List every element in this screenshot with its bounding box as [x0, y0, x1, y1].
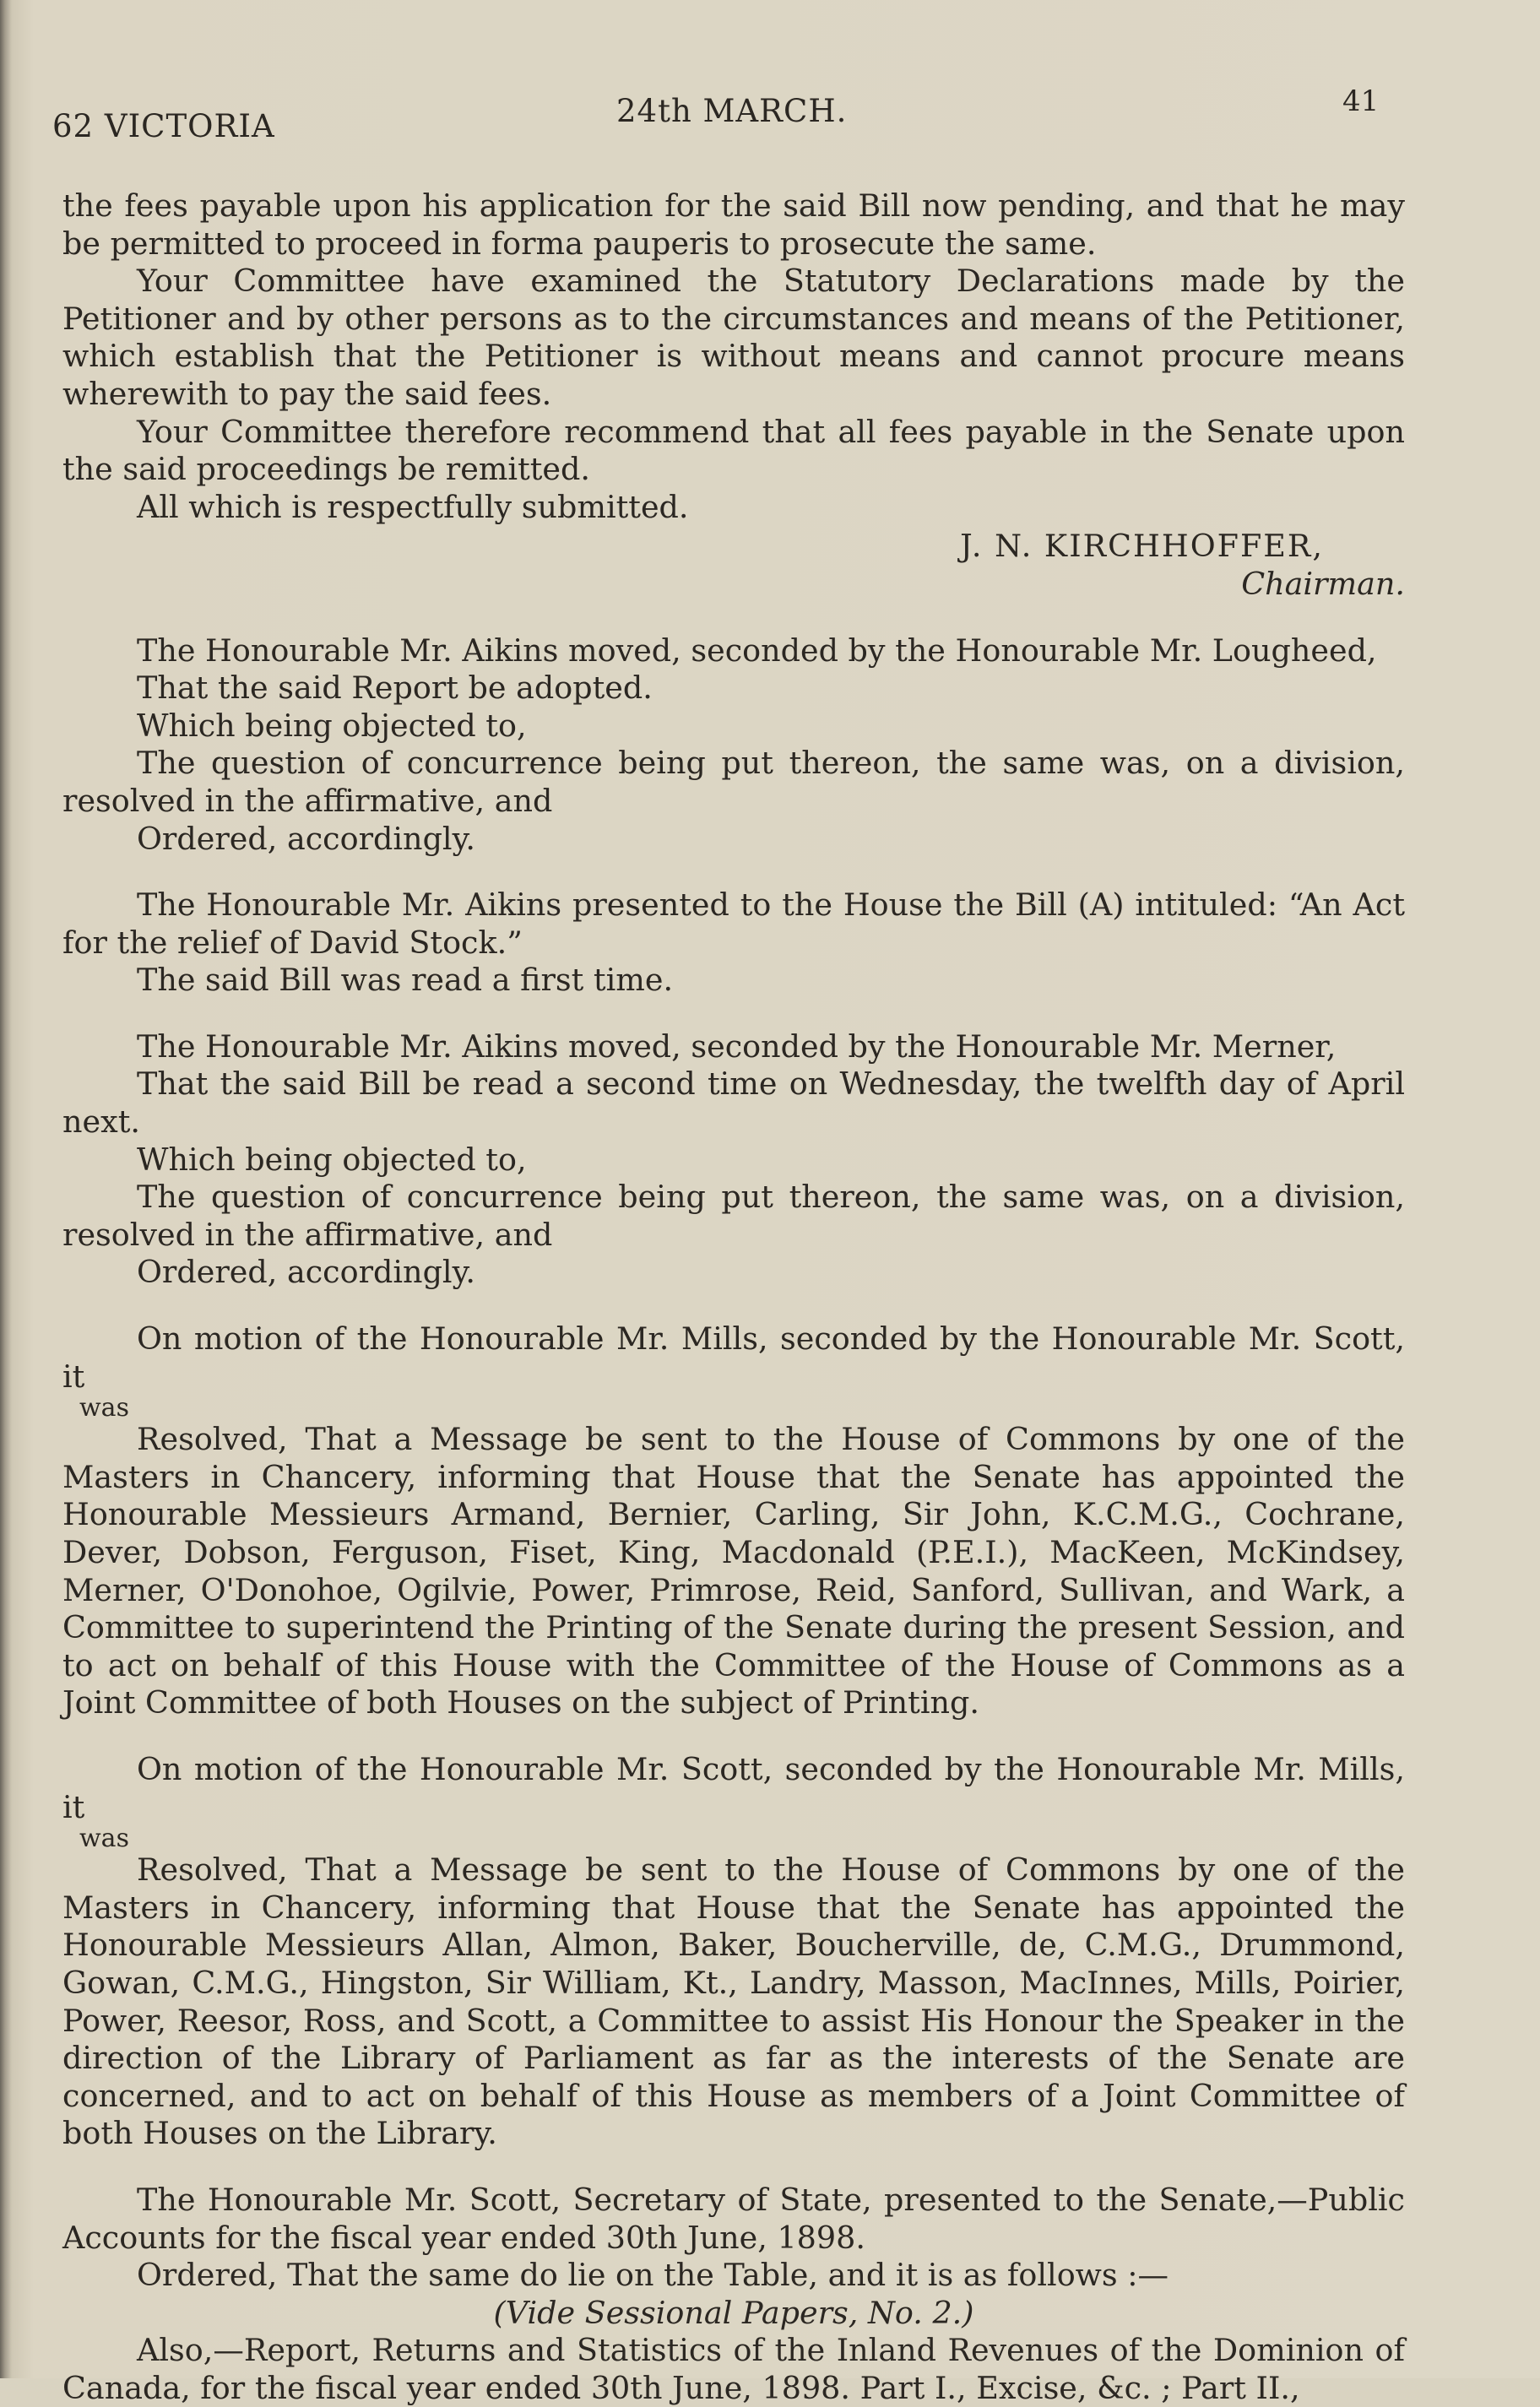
page-header	[0, 0, 1540, 169]
paragraph: On motion of the Honourable Mr. Mills, seconded by the Honourable Mr. Scott, it	[62, 1320, 1405, 1395]
paragraph: Also,—Report, Returns and Statistics of the Inland Revenues of the Dominion of Canada, for the fiscal year ended 30th June, 1898. Part I., Excise, &c. ; Part II.,	[62, 2332, 1405, 2406]
page-number: 41	[1342, 84, 1380, 118]
paragraph: The Honourable Mr. Aikins moved, seconded by the Honourable Mr. Merner,	[137, 1027, 1337, 1065]
paragraph: Ordered, That the same do lie on the Table, and it is as follows :—	[137, 2257, 1169, 2294]
paragraph: Ordered, accordingly.	[137, 820, 475, 857]
paragraph: The Honourable Mr. Aikins presented to the House the Bill (A) intituled: “An Act for the relief of David Stock.”	[62, 886, 1405, 961]
paragraph: The Honourable Mr. Aikins moved, seconded by the Honourable Mr. Lougheed,	[137, 632, 1377, 669]
paragraph: Ordered, accordingly.	[137, 1254, 475, 1291]
paragraph: Which being objected to,	[137, 1141, 527, 1178]
paragraph: All which is respectfully submitted.	[137, 488, 689, 525]
paragraph: The Honourable Mr. Scott, Secretary of State, presented to the Senate,—Public Accounts for the fiscal year ended 30th June, 1898.	[62, 2181, 1405, 2256]
header-session: 62 VICTORIA	[52, 108, 275, 144]
page-body	[62, 187, 1405, 2407]
sessional-paper-reference: (Vide Sessional Papers, No. 2.)	[493, 2294, 974, 2331]
paragraph-continuation: was	[79, 1393, 129, 1423]
header-date: 24th MARCH.	[616, 93, 848, 129]
paragraph: On motion of the Honourable Mr. Scott, seconded by the Honourable Mr. Mills, it	[62, 1750, 1405, 1825]
paragraph: That the said Report be adopted.	[137, 670, 653, 707]
paragraph: That the said Bill be read a second time on Wednesday, the twelfth day of April next.	[62, 1065, 1405, 1141]
paragraph: Your Committee have examined the Statutory Declarations made by the Petitioner and by other persons as to the circumstances and means of the Petitioner, which establish that the Petitioner is without means and cannot procure means wherewith to pay the said fees.	[62, 263, 1405, 412]
paragraph: the fees payable upon his application for the said Bill now pending, and that he may be permitted to proceed in forma pauperis to prosecute the same.	[62, 187, 1405, 262]
signatory-title: Chairman.	[1241, 565, 1405, 602]
paragraph: Your Committee therefore recommend that all fees payable in the Senate upon the said proceedings be remitted.	[62, 413, 1405, 488]
signature-block	[62, 528, 1405, 603]
paragraph: Resolved, That a Message be sent to the House of Commons by one of the Masters in Chancery, informing that House that the Senate has appointed the Honourable Messieurs Armand, Bernier, Carling, Sir John, K.C.M.G., Cochrane, Dever, Dobson, Ferguson, Fiset, King, Macdonald (P.E.I.), MacKeen, McKindsey, Merner, O'Donohoe, Ogilvie, Power, Primrose, Reid, Sanford, Sullivan, and Wark, a Committee to superintend the Printing of the Senate during the present Session, and to act on behalf of this House with the Committee of the House of Commons as a Joint Committee of both Houses on the subject of Printing.	[62, 1421, 1405, 1721]
paragraph-continuation: was	[79, 1824, 129, 1854]
signatory-name: J. N. KIRCHHOFFER,	[960, 528, 1324, 565]
paragraph: Which being objected to,	[137, 707, 527, 744]
paragraph: The question of concurrence being put thereon, the same was, on a division, resolved in the affirmative, and	[62, 1179, 1405, 1253]
paragraph: The question of concurrence being put thereon, the same was, on a division, resolved in the affirmative, and	[62, 745, 1405, 819]
paragraph: The said Bill was read a first time.	[137, 962, 674, 999]
paragraph: Resolved, That a Message be sent to the House of Commons by one of the Masters in Chancery, informing that House that the Senate has appointed the Honourable Messieurs Allan, Almon, Baker, Boucherville, de, C.M.G., Drummond, Gowan, C.M.G., Hingston, Sir William, Kt., Landry, Masson, MacInnes, Mills, Poirier, Power, Reesor, Ross, and Scott, a Committee to assist His Honour the Speaker in the direction of the Library of Parliament as far as the interests of the Senate are concerned, and to act on behalf of this House as members of a Joint Committee of both Houses on the Library.	[62, 1851, 1405, 2152]
